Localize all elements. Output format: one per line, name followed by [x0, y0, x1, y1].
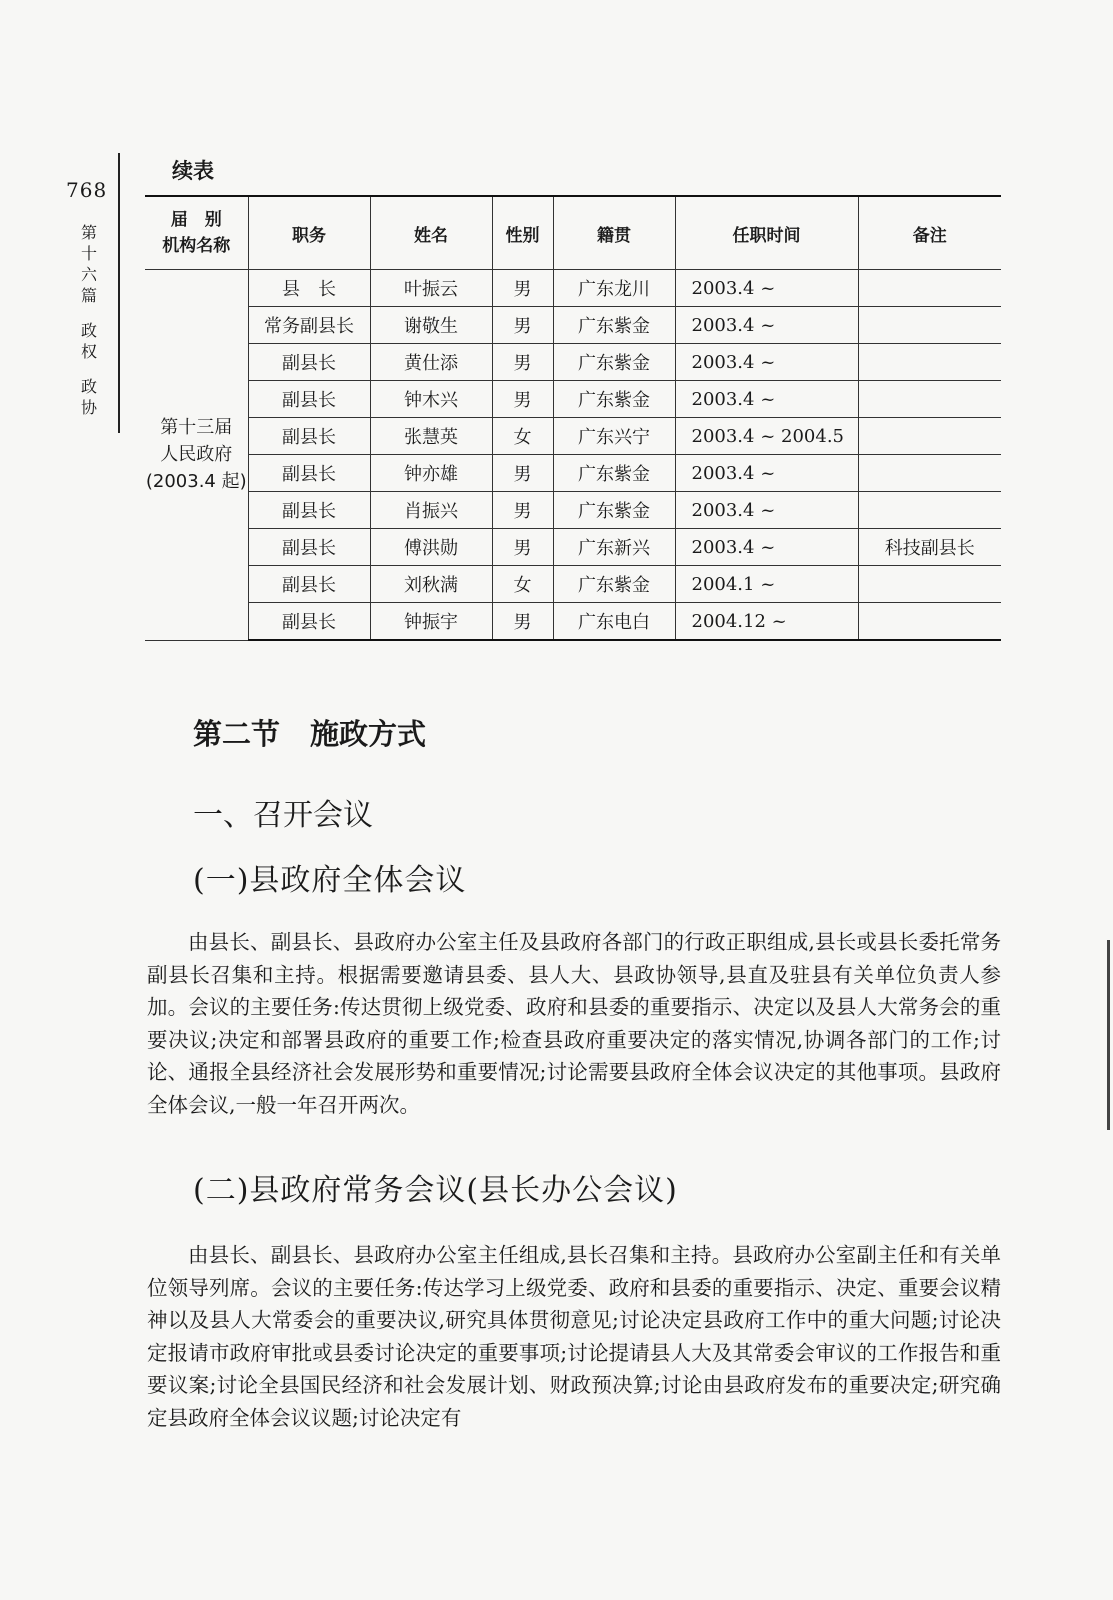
part-subtitle-1: 政权 — [80, 321, 97, 361]
part-subtitle-2: 政协 — [80, 377, 97, 417]
margin-rule — [118, 153, 120, 433]
cell-position: 副县长 — [248, 418, 370, 455]
officials-table — [145, 195, 1001, 641]
item1-heading: (一)县政府全体会议 — [193, 863, 467, 898]
item1-paragraph: 由县长、副县长、县政府办公室主任及县政府各部门的行政正职组成,县长或县长委托常务副县长召集和主持。根据需要邀请县委、县人大、县政协领导,县直及驻县有关单位负责人参加。会议的主要任务:传达贯彻上级党委、政府和县委的重要指示、决定以及县人大常务会的重要决议;决定和部署县政府的重要工作;检查县政府重要决定的落实情况,协调各部门的工作;讨论、通报全县经济社会发展形势和重要情况;讨论需要县政府全体会议决定的其他事项。县政府全体会议,一般一年召开两次。 — [147, 930, 1001, 1117]
table-row — [145, 270, 1001, 307]
cell-term: 2003.4 ~ — [675, 492, 858, 529]
table-caption: 续表 — [172, 158, 214, 183]
cell-name: 叶振云 — [370, 270, 492, 307]
table-row — [145, 381, 1001, 418]
cell-origin: 广东紫金 — [553, 492, 675, 529]
header-origin: 籍贯 — [553, 196, 675, 270]
cell-notes — [858, 603, 1001, 641]
cell-gender: 女 — [492, 418, 553, 455]
cell-notes — [858, 307, 1001, 344]
cell-origin: 广东兴宁 — [553, 418, 675, 455]
cell-gender: 男 — [492, 381, 553, 418]
cell-name: 黄仕添 — [370, 344, 492, 381]
page-number: 768 — [66, 178, 108, 202]
table-row — [145, 492, 1001, 529]
cell-position: 副县长 — [248, 455, 370, 492]
cell-name: 钟亦雄 — [370, 455, 492, 492]
table-row — [145, 529, 1001, 566]
cell-name: 谢敬生 — [370, 307, 492, 344]
section-heading — [193, 712, 426, 753]
cell-name: 钟木兴 — [370, 381, 492, 418]
cell-term: 2004.1 ~ — [675, 566, 858, 603]
subsection-heading: 一、召开会议 — [193, 798, 373, 833]
cell-notes — [858, 344, 1001, 381]
cell-origin: 广东紫金 — [553, 344, 675, 381]
cell-position: 副县长 — [248, 492, 370, 529]
cell-origin: 广东紫金 — [553, 307, 675, 344]
cell-notes — [858, 381, 1001, 418]
cell-term: 2003.4 ~ — [675, 381, 858, 418]
cell-notes — [858, 492, 1001, 529]
table-row — [145, 455, 1001, 492]
header-term: 任职时间 — [675, 196, 858, 270]
item2-heading: (二)县政府常务会议(县长办公会议) — [193, 1173, 678, 1208]
cell-term: 2003.4 ~ — [675, 344, 858, 381]
cell-origin: 广东电白 — [553, 603, 675, 641]
cell-notes — [858, 566, 1001, 603]
cell-origin: 广东龙川 — [553, 270, 675, 307]
cell-term: 2003.4 ~ — [675, 270, 858, 307]
table-row — [145, 566, 1001, 603]
cell-name: 傅洪勋 — [370, 529, 492, 566]
cell-notes: 科技副县长 — [858, 529, 1001, 566]
cell-origin: 广东紫金 — [553, 455, 675, 492]
cell-origin: 广东紫金 — [553, 381, 675, 418]
header-position: 职务 — [248, 196, 370, 270]
cell-position: 副县长 — [248, 381, 370, 418]
scan-edge-mark — [1107, 940, 1110, 1130]
running-header — [78, 222, 100, 418]
cell-term: 2004.12 ~ — [675, 603, 858, 641]
cell-notes — [858, 418, 1001, 455]
item2-paragraph: 由县长、副县长、县政府办公室主任组成,县长召集和主持。县政府办公室副主任和有关单位领导列席。会议的主要任务:传达学习上级党委、政府和县委的重要指示、决定、重要会议精神以及县人大常委会的重要决议,研究具体贯彻意见;讨论决定县政府工作中的重大问题;讨论决定报请市政府审批或县委讨论决定的重要事项;讨论提请县人大及其常委会审议的工作报告和重要议案;讨论全县国民经济和社会发展计划、财政预决算;讨论由县政府发布的重要决定;研究确定县政府全体会议议题;讨论决定有 — [147, 1243, 1001, 1430]
cell-notes — [858, 270, 1001, 307]
cell-gender: 男 — [492, 344, 553, 381]
cell-gender: 男 — [492, 529, 553, 566]
cell-position: 副县长 — [248, 344, 370, 381]
cell-gender: 男 — [492, 492, 553, 529]
cell-name: 钟振宇 — [370, 603, 492, 641]
table-row — [145, 418, 1001, 455]
table-row — [145, 307, 1001, 344]
cell-position: 副县长 — [248, 529, 370, 566]
cell-term: 2003.4 ~ — [675, 455, 858, 492]
part-title: 第十六篇 — [80, 223, 97, 305]
header-org: 届 别 机构名称 — [145, 196, 248, 270]
header-gender: 性别 — [492, 196, 553, 270]
cell-origin: 广东紫金 — [553, 566, 675, 603]
org-cell: 第十三届 人民政府 (2003.4 起) — [145, 270, 248, 641]
cell-origin: 广东新兴 — [553, 529, 675, 566]
table-row — [145, 344, 1001, 381]
section-number: 第二节 — [193, 717, 281, 751]
cell-position: 常务副县长 — [248, 307, 370, 344]
table-row — [145, 603, 1001, 641]
section-title: 施政方式 — [310, 717, 427, 751]
table-header-row — [145, 196, 1001, 270]
cell-gender: 男 — [492, 455, 553, 492]
cell-position: 副县长 — [248, 603, 370, 641]
cell-gender: 女 — [492, 566, 553, 603]
cell-position: 副县长 — [248, 566, 370, 603]
header-name: 姓名 — [370, 196, 492, 270]
cell-term: 2003.4 ~ — [675, 307, 858, 344]
cell-notes — [858, 455, 1001, 492]
cell-gender: 男 — [492, 307, 553, 344]
header-notes: 备注 — [858, 196, 1001, 270]
cell-gender: 男 — [492, 603, 553, 641]
cell-name: 刘秋满 — [370, 566, 492, 603]
cell-name: 肖振兴 — [370, 492, 492, 529]
cell-position: 县 长 — [248, 270, 370, 307]
cell-gender: 男 — [492, 270, 553, 307]
cell-term: 2003.4 ~ 2004.5 — [675, 418, 858, 455]
cell-name: 张慧英 — [370, 418, 492, 455]
cell-term: 2003.4 ~ — [675, 529, 858, 566]
